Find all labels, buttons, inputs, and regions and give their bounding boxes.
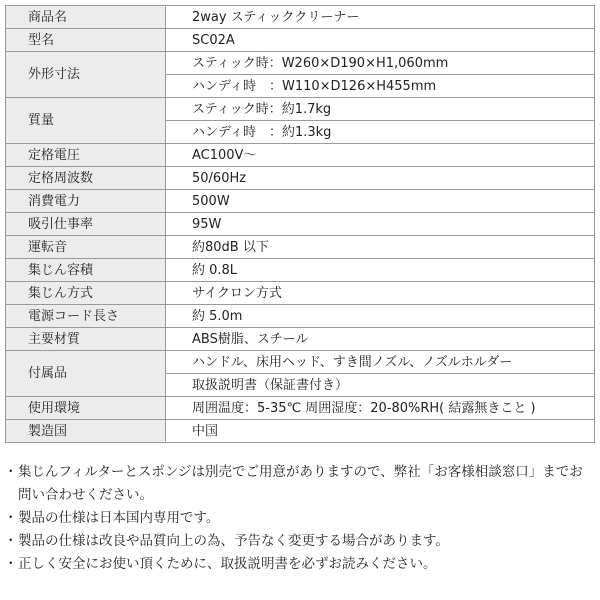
- spec-label: 使用環境: [6, 397, 166, 420]
- note-item: [4, 461, 596, 507]
- spec-row: [6, 282, 595, 305]
- spec-value: ハンディ時 ：約1.3kg: [166, 121, 595, 144]
- spec-table: [5, 5, 595, 443]
- note-item: [4, 553, 596, 576]
- bullet-icon: ・: [4, 556, 18, 572]
- spec-label: 商品名: [6, 6, 166, 29]
- spec-label: 製造国: [6, 420, 166, 443]
- spec-label: 型名: [6, 29, 166, 52]
- spec-value: 約 0.8L: [166, 259, 595, 282]
- spec-value: 500W: [166, 190, 595, 213]
- spec-value: スティック時：約1.7kg: [166, 98, 595, 121]
- note-item: [4, 530, 596, 553]
- spec-value: 取扱説明書（保証書付き）: [166, 374, 595, 397]
- spec-row: [6, 328, 595, 351]
- spec-row: [6, 351, 595, 374]
- spec-value: AC100V～: [166, 144, 595, 167]
- note-text: 製品の仕様は改良や品質向上の為、予告なく変更する場合があります。: [18, 533, 449, 549]
- spec-value: サイクロン方式: [166, 282, 595, 305]
- spec-label: 定格電圧: [6, 144, 166, 167]
- spec-label: 外形寸法: [6, 52, 166, 98]
- spec-label: 集じん方式: [6, 282, 166, 305]
- spec-row: [6, 190, 595, 213]
- spec-value: 95W: [166, 213, 595, 236]
- spec-row: [6, 305, 595, 328]
- spec-value: 中国: [166, 420, 595, 443]
- spec-value: 50/60Hz: [166, 167, 595, 190]
- spec-label: 主要材質: [6, 328, 166, 351]
- spec-label: 電源コード長さ: [6, 305, 166, 328]
- spec-value: 2way スティッククリーナー: [166, 6, 595, 29]
- spec-label: 消費電力: [6, 190, 166, 213]
- spec-label: 吸引仕事率: [6, 213, 166, 236]
- spec-label: 集じん容積: [6, 259, 166, 282]
- spec-row: [6, 420, 595, 443]
- note-text: 集じんフィルターとスポンジは別売でご用意がありますので、弊社「お客様相談窓口」までお問い合わせください。: [18, 464, 583, 503]
- spec-value: 周囲温度：5-35℃ 周囲湿度：20-80%RH( 結露無きこと ): [166, 397, 595, 420]
- note-text: 製品の仕様は日本国内専用です。: [18, 510, 220, 526]
- spec-label: 質量: [6, 98, 166, 144]
- spec-value: SC02A: [166, 29, 595, 52]
- spec-row: [6, 144, 595, 167]
- spec-row: [6, 29, 595, 52]
- spec-label: 定格周波数: [6, 167, 166, 190]
- bullet-icon: ・: [4, 510, 18, 526]
- spec-row: [6, 236, 595, 259]
- spec-row: [6, 52, 595, 75]
- spec-label: 運転音: [6, 236, 166, 259]
- spec-row: [6, 6, 595, 29]
- spec-value: 約 5.0m: [166, 305, 595, 328]
- bullet-icon: ・: [4, 464, 18, 480]
- spec-value: ハンディ時 ：W110×D126×H455mm: [166, 75, 595, 98]
- spec-row: [6, 98, 595, 121]
- spec-row: [6, 259, 595, 282]
- spec-label: 付属品: [6, 351, 166, 397]
- spec-value: ハンドル、床用ヘッド、すき間ノズル、ノズルホルダー: [166, 351, 595, 374]
- spec-row: [6, 397, 595, 420]
- bullet-icon: ・: [4, 533, 18, 549]
- spec-row: [6, 213, 595, 236]
- spec-table-body: [6, 6, 595, 443]
- spec-value: スティック時：W260×D190×H1,060mm: [166, 52, 595, 75]
- spec-row: [6, 167, 595, 190]
- note-text: 正しく安全にお使い頂くために、取扱説明書を必ずお読みください。: [18, 556, 437, 572]
- note-item: [4, 507, 596, 530]
- spec-value: ABS樹脂、スチール: [166, 328, 595, 351]
- notes-list: [4, 461, 596, 576]
- spec-value: 約80dB 以下: [166, 236, 595, 259]
